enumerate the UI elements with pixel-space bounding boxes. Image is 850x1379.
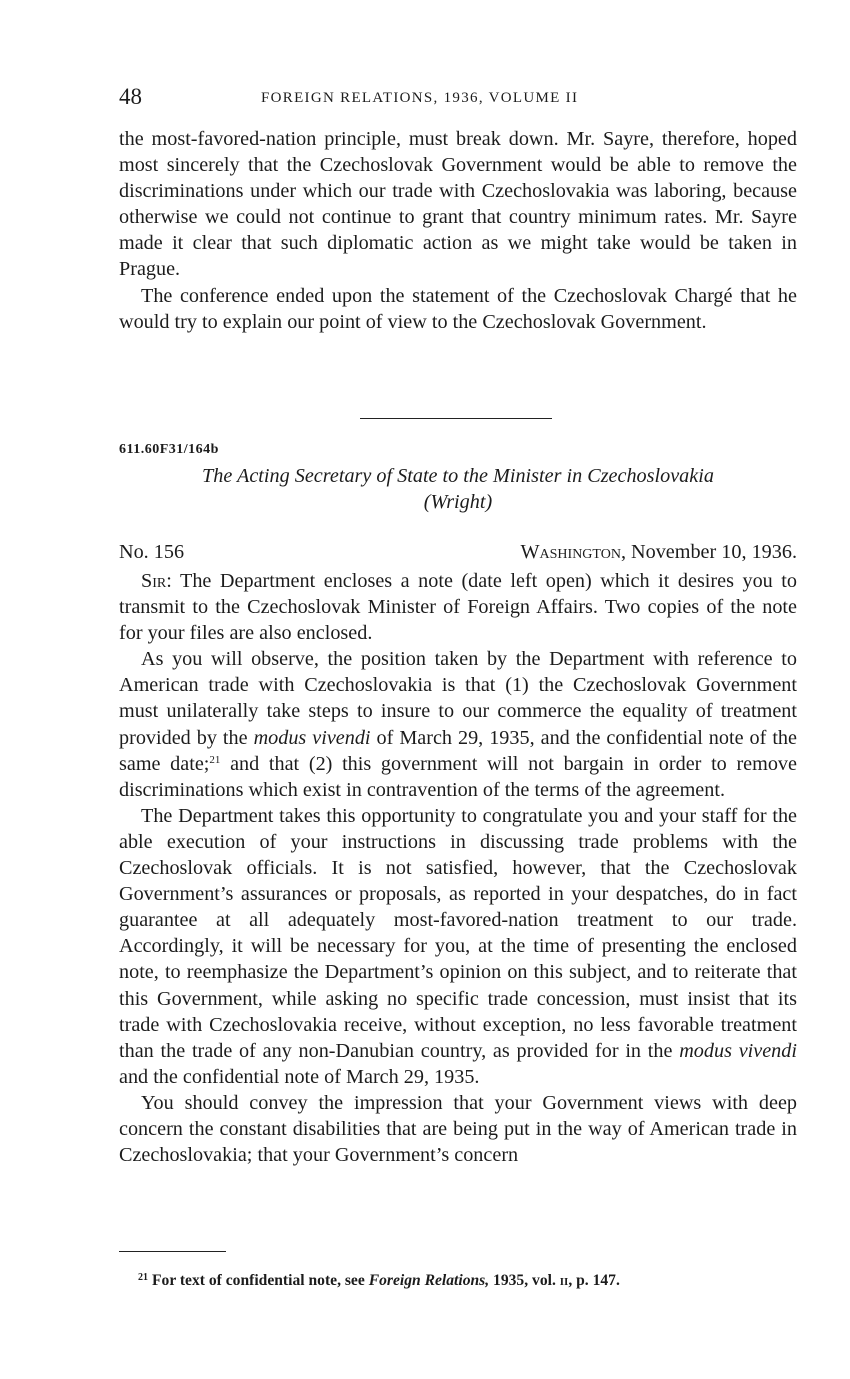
continued-text xyxy=(119,126,797,335)
salutation: Sir xyxy=(141,570,167,592)
running-head: FOREIGN RELATIONS, 1936, VOLUME II xyxy=(261,90,579,106)
date: , November 10, 1936. xyxy=(620,541,797,563)
paragraph-text: As you will observe, the position taken by the Department with reference to American trade with Czechoslovakia is that (1) the Czechoslovak Government must unilaterally take steps to insure to our commerce the equality of treatment provided by the xyxy=(119,648,797,749)
footnote-text: , p. 147. xyxy=(568,1272,620,1289)
italic-term: modus vivendi xyxy=(253,726,371,749)
title-addressee: (Wright) xyxy=(423,491,493,513)
paragraph: You should convey the impression that your Government views with deep concern the constant disabilities that are being put in the way of American trade in Czechoslovakia; that your Government’s concern xyxy=(119,1091,797,1167)
paragraph-text: and the confidential note of March 29, 1935. xyxy=(119,1065,480,1088)
place: Washington xyxy=(520,541,621,563)
paragraph-text: and that (2) this government will not bargain in order to remove discriminations which exist in contravention of the terms of the agreement. xyxy=(119,752,797,801)
paragraph-text: The Department takes this opportunity to congratulate you and your staff for the able execution of your instructions in discussing trade problems with the Czechoslovak officials. It is not satisfied, however, that the Czechoslovak Government’s assurances or proposals, as reported in your despatches, do in fact guarantee at all adequately most-favored-nation treatment to our trade. Accordingly, it will be necessary for you, at the time of presenting the enclosed note, to reemphasize the Department’s opinion on this subject, and to reiterate that this Government, while asking no specific trade concession, must insist that its trade with Czechoslovakia receive, without exception, no less favorable treatment than the trade of any non-Danubian country, as provided for in the xyxy=(119,804,797,1062)
place-date xyxy=(520,539,797,565)
footnote-volume: ii xyxy=(559,1272,569,1289)
footnote-mark: 21 xyxy=(138,1272,148,1283)
paragraph xyxy=(119,568,797,646)
italic-term: modus vivendi xyxy=(679,1039,797,1062)
footnote-text: For text of confidential note, see xyxy=(152,1272,369,1289)
page-number: 48 xyxy=(119,84,142,109)
paragraph-text: : The Department encloses a note (date left open) which it desires you to transmit to the Czechoslovak Minister of Foreign Affairs. Two copies of the note for your files are also enclosed. xyxy=(119,570,797,645)
section-divider xyxy=(360,418,552,419)
footnote-divider xyxy=(119,1251,226,1252)
footnote-text: 1935, vol. xyxy=(489,1272,560,1289)
document-number: No. 156 xyxy=(119,541,185,563)
paragraph: The conference ended upon the statement of the Czechoslovak Chargé that he would try to explain our point of view to the Czechoslovak Government. xyxy=(119,284,797,333)
footnote xyxy=(138,1268,798,1291)
file-number: 611.60F31/164b xyxy=(119,442,219,457)
title-line: The Acting Secretary of State to the Minister in Czechoslovakia xyxy=(202,465,714,487)
paragraph xyxy=(119,803,797,1090)
document-title xyxy=(119,463,797,515)
document-body xyxy=(119,568,797,1168)
page-header xyxy=(119,84,797,112)
footnote-citation: Foreign Relations, xyxy=(368,1272,490,1289)
paragraph-text: of March 29, 1935, and the confidential note of the same date; xyxy=(119,726,797,775)
paragraph: the most-favored-nation principle, must break down. Mr. Sayre, therefore, hoped most sincerely that the Czechoslovak Government would be able to remove the discriminations under which our trade with Czechoslovakia was laboring, because otherwise we could not continue to grant that country minimum rates. Mr. Sayre made it clear that such diplomatic action as we might take would be taken in Prague. xyxy=(119,128,797,281)
paragraph xyxy=(119,646,797,803)
footnote-reference[interactable]: 21 xyxy=(209,753,221,766)
